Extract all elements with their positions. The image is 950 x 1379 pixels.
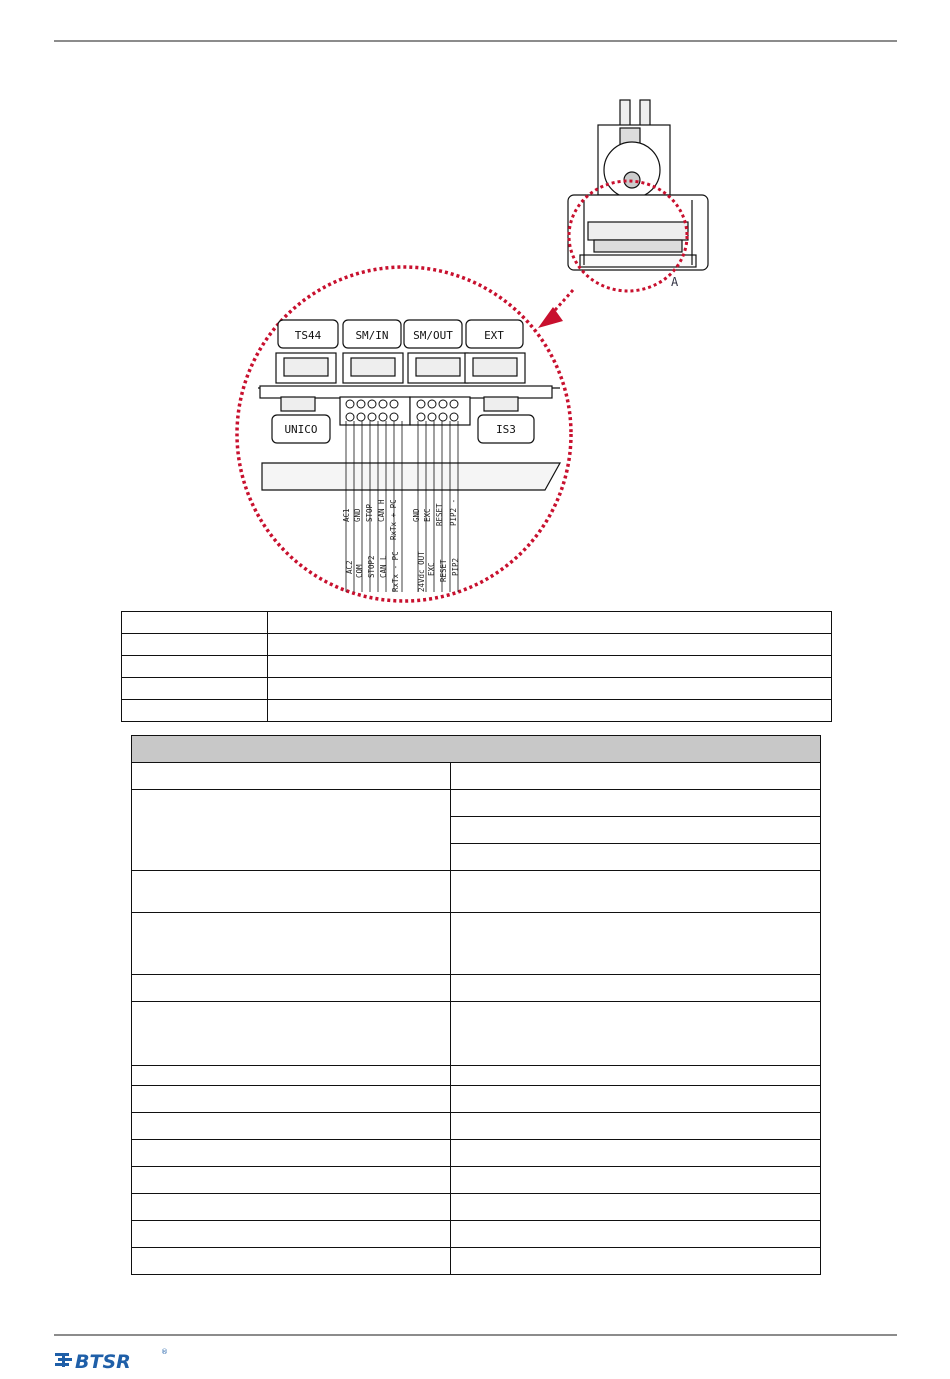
table-cell (451, 1066, 821, 1086)
table-cell (451, 1194, 821, 1221)
table-cell (451, 1167, 821, 1194)
pin-label: GND (353, 508, 362, 522)
table-cell (132, 1002, 451, 1066)
btsr-logo (55, 1345, 175, 1375)
table-cell (268, 700, 832, 722)
table-row (122, 678, 832, 700)
footer-rule (54, 1334, 897, 1336)
table-cell (451, 790, 821, 817)
connector-table (121, 611, 832, 722)
table-cell (132, 871, 451, 913)
table-row (132, 871, 821, 913)
table-cell (451, 844, 821, 871)
table-cell (451, 1140, 821, 1167)
pin-label: AC2 (345, 560, 354, 574)
connector-is3: IS3 (496, 423, 516, 436)
table-cell (132, 1086, 451, 1113)
pin-label: RxTx - PC (391, 551, 400, 592)
pin-label: STOP2 (367, 555, 376, 578)
table-cell (451, 1113, 821, 1140)
table-cell (268, 612, 832, 634)
table-cell (132, 1194, 451, 1221)
table-cell (451, 1086, 821, 1113)
table-cell (122, 678, 268, 700)
table-row (132, 913, 821, 975)
table-row (132, 1194, 821, 1221)
svg-text:BTSR: BTSR (75, 1351, 131, 1373)
pin-label: RxTx + PC (389, 499, 398, 540)
table-header-row (132, 736, 821, 763)
table-row (132, 1140, 821, 1167)
table-cell (268, 634, 832, 656)
table-row (132, 1002, 821, 1066)
table-cell (132, 1066, 451, 1086)
table-cell (132, 790, 451, 871)
table-cell (132, 913, 451, 975)
table-cell (451, 871, 821, 913)
connector-ts44: TS44 (294, 329, 322, 342)
connector-ext: EXT (484, 329, 504, 342)
table-cell (132, 1221, 451, 1248)
table-cell (451, 1248, 821, 1275)
table-row (132, 1221, 821, 1248)
table-cell (122, 700, 268, 722)
table-row (122, 634, 832, 656)
pin-label: CAN L (379, 555, 388, 578)
table-cell (132, 1113, 451, 1140)
table-cell (132, 763, 451, 790)
table-cell (451, 975, 821, 1002)
table-row (132, 1086, 821, 1113)
svg-text:®: ® (161, 1348, 168, 1356)
table-row (132, 790, 821, 817)
table-cell (268, 656, 832, 678)
table-cell (132, 1140, 451, 1167)
pin-label: COM (355, 564, 364, 578)
table-row (132, 1167, 821, 1194)
table-cell (451, 817, 821, 844)
pin-label: RESET (435, 503, 444, 526)
connector-sm-in: SM/IN (355, 329, 389, 342)
table-cell (122, 656, 268, 678)
table-row (132, 1248, 821, 1275)
pin-label: 24Vdc OUT (417, 551, 426, 592)
pin-label: EXC (427, 562, 436, 576)
pin-label: CAN H (377, 499, 386, 522)
table-cell (451, 1002, 821, 1066)
pin-label: PIP2 - (449, 498, 458, 526)
table-cell (132, 1248, 451, 1275)
callout-letter: A (671, 275, 679, 289)
connector-unico: UNICO (284, 423, 318, 436)
pin-label: RESET (439, 559, 448, 582)
table-row (132, 1113, 821, 1140)
table-cell (122, 634, 268, 656)
table-cell (268, 678, 832, 700)
table-cell (132, 975, 451, 1002)
table-cell (451, 1221, 821, 1248)
pin-label: EXC (423, 508, 432, 522)
connector-sm-out: SM/OUT (413, 329, 453, 342)
pin-label: AC1 (342, 508, 351, 522)
pin-label: PIP2 (451, 557, 460, 576)
table-row (132, 975, 821, 1002)
table-row (122, 700, 832, 722)
table-cell (122, 612, 268, 634)
table-row (122, 612, 832, 634)
table-header (132, 736, 821, 763)
table-cell (451, 763, 821, 790)
pin-label: STOP (365, 503, 374, 522)
pin-label: GND (412, 508, 421, 522)
table-cell (132, 1167, 451, 1194)
table-row (132, 1066, 821, 1086)
connector-diagram (0, 0, 950, 610)
table-cell (451, 913, 821, 975)
table-row (122, 656, 832, 678)
table-row (132, 763, 821, 790)
callout-arrowhead (538, 307, 563, 328)
spec-table (131, 735, 821, 1275)
